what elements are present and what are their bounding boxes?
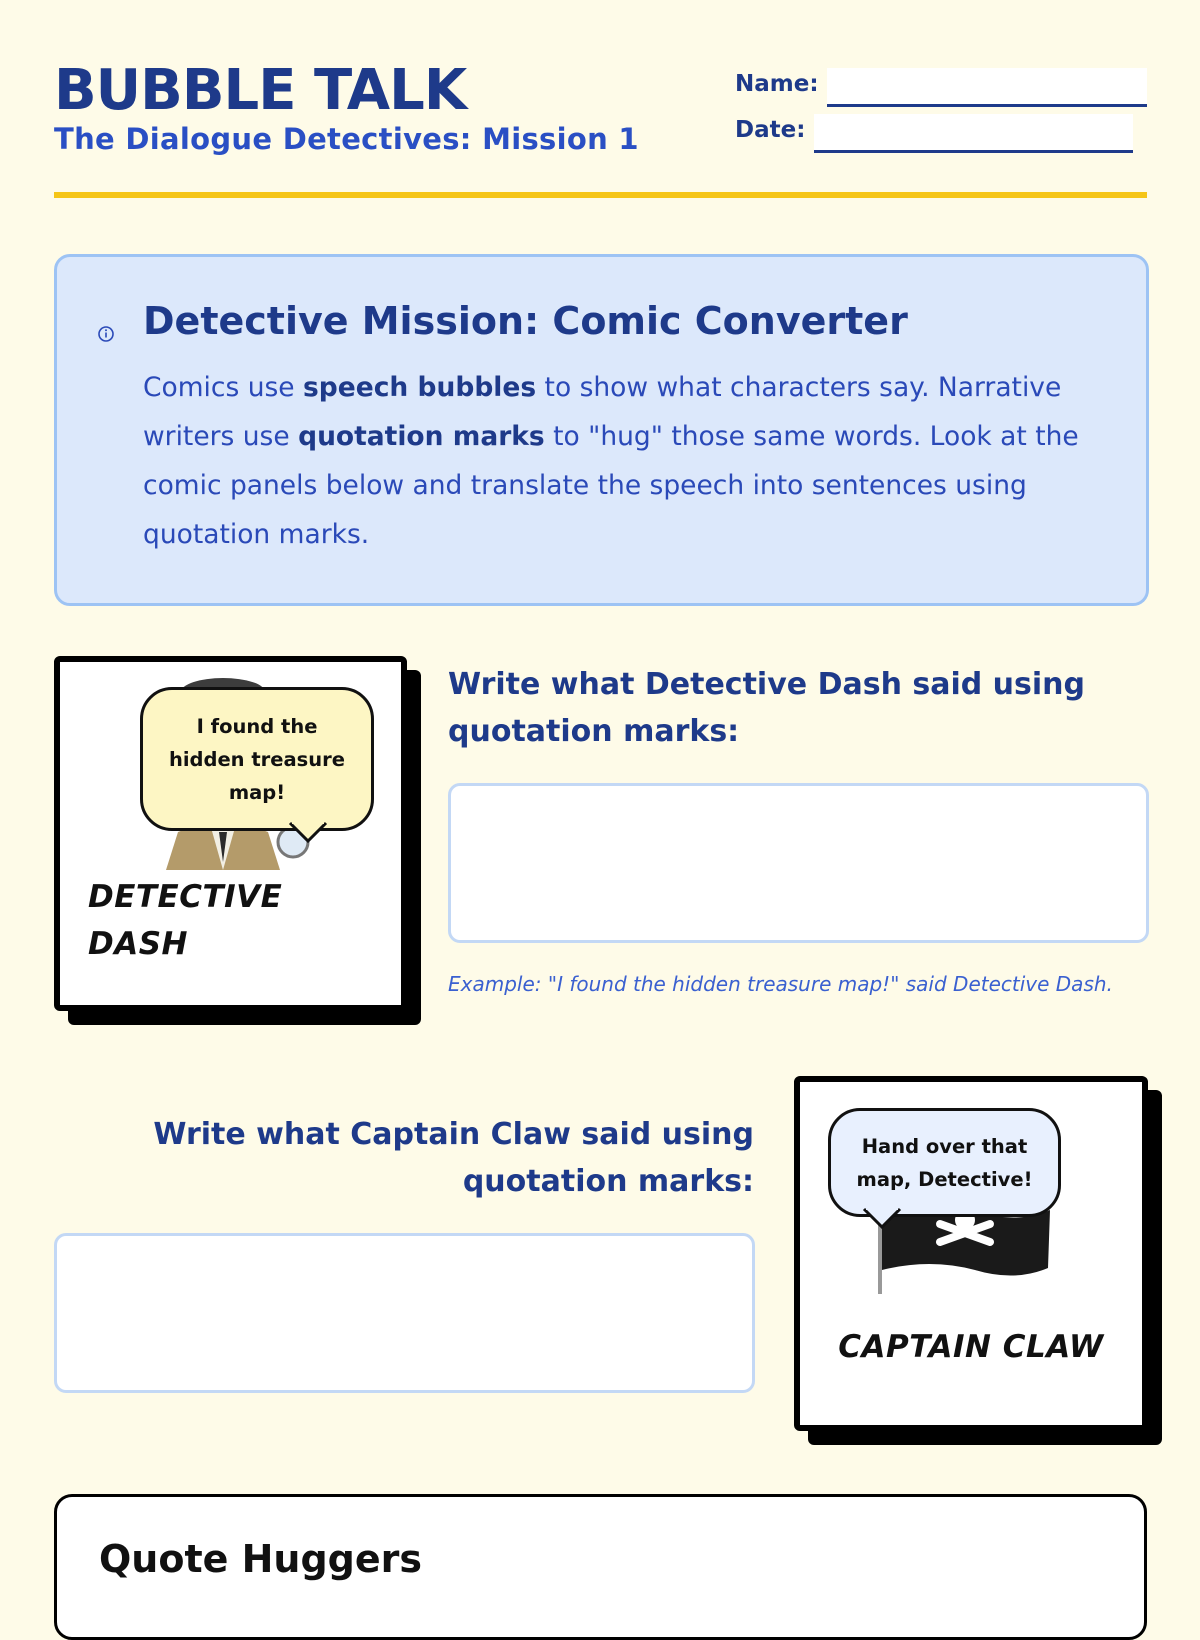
- comic-panel-detective-dash: [54, 656, 407, 1011]
- info-icon: [97, 325, 115, 343]
- character-name-claw: CAPTAIN CLAW: [838, 1329, 1104, 1365]
- speech-text-claw: Hand over that map, Detective!: [856, 1134, 1033, 1191]
- comic-panel-captain-claw: [794, 1076, 1148, 1431]
- section-heading: Quote Huggers: [99, 1537, 423, 1581]
- speech-bubbles-term: speech bubbles: [303, 372, 537, 403]
- prompt-claw: Write what Captain Claw said using quotation marks:: [153, 1117, 754, 1199]
- mission-box: [54, 254, 1149, 606]
- date-label: Date:: [735, 117, 806, 143]
- prompt-dash: Write what Detective Dash said using quotation marks:: [448, 667, 1086, 749]
- speech-bubble-claw: [828, 1108, 1061, 1217]
- speech-bubble-tail: [288, 821, 328, 845]
- character-name-dash: DETECTIVE DASH: [88, 879, 283, 962]
- mission-instructions: Comics use speech bubbles to show what characters say. Narrative writers use quotation marks to "hug" those same words. Look at the comic panels below and translate the speech into sentences using quotation marks.: [143, 372, 1079, 550]
- worksheet-title: BUBBLE TALK: [54, 58, 467, 123]
- example-sentence: Example: "I found the hidden treasure map!" said Detective Dash.: [448, 972, 1113, 996]
- worksheet-subtitle: The Dialogue Detectives: Mission 1: [54, 122, 639, 156]
- answer-box-claw[interactable]: [54, 1233, 755, 1393]
- date-field[interactable]: [814, 114, 1133, 153]
- quotation-marks-term: quotation marks: [298, 421, 545, 452]
- quote-huggers-section: [54, 1494, 1147, 1640]
- speech-text-dash: I found the hidden treasure map!: [168, 714, 346, 804]
- answer-box-dash[interactable]: [448, 783, 1149, 943]
- speech-bubble-dash: [140, 687, 374, 831]
- mission-heading: Detective Mission: Comic Converter: [143, 299, 908, 343]
- speech-bubble-tail: [862, 1207, 902, 1231]
- name-label: Name:: [735, 71, 819, 97]
- header-divider: [54, 192, 1147, 198]
- name-field[interactable]: [827, 68, 1147, 107]
